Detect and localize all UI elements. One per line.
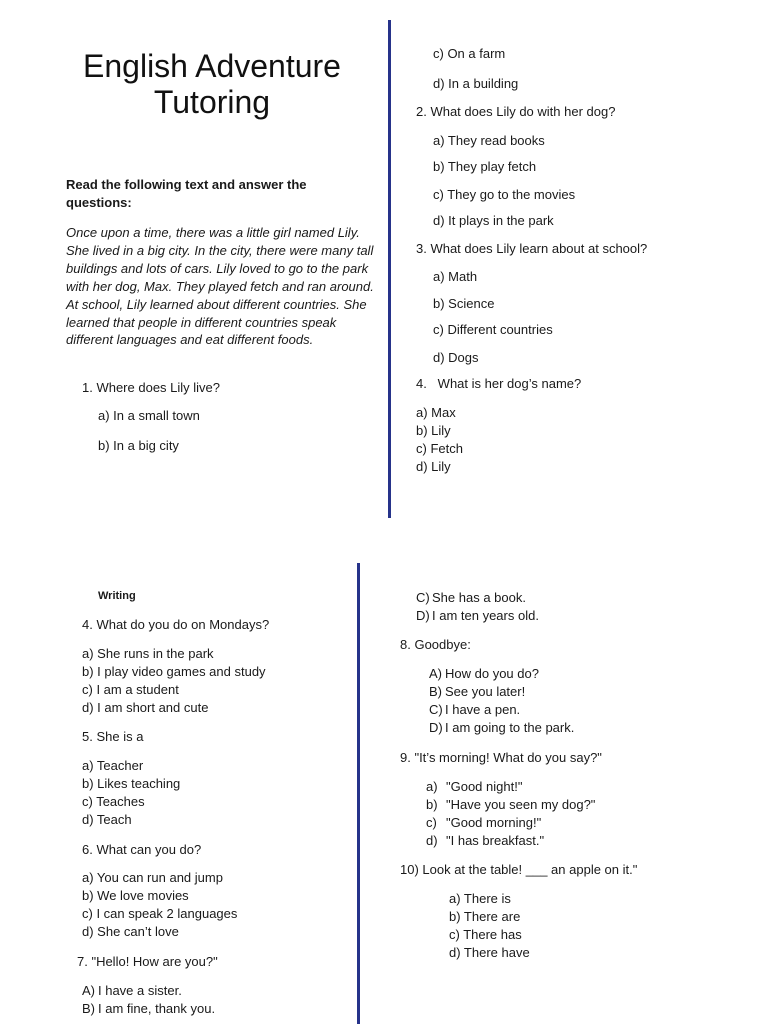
column-divider-bottom — [357, 563, 360, 1024]
option-letter: d) — [426, 833, 438, 849]
option-letter: C) — [429, 702, 443, 718]
writing-options-9 — [426, 778, 595, 850]
writing-option-10b: b) There are — [449, 909, 521, 925]
writing-options-6 — [82, 869, 237, 941]
option-4a: a) Max — [416, 405, 456, 420]
option-letter: A) — [82, 983, 95, 998]
option-text: I have a pen. — [445, 702, 521, 718]
writing-option-6a: a) You can run and jump — [82, 870, 223, 885]
writing-option-10a: a) There is — [449, 891, 511, 906]
story-paragraph: Once upon a time, there was a little girl named Lily. She lived in a big city. In the city, there were many tall buildings and lots of cars. Lily loved to go to the park with her dog, Max. They played fetch and ran around. At school, Lily learned about different countries. She learned that people in different countries speak different languages and eat different foods. — [66, 225, 374, 348]
writing-option-5c: c) Teaches — [82, 794, 145, 810]
option-1b: b) In a big city — [98, 438, 179, 453]
writing-option-8a — [429, 665, 574, 683]
option-3c: c) Different countries — [433, 322, 553, 337]
writing-option-4a: a) She runs in the park — [82, 646, 214, 661]
writing-option-9d — [426, 832, 595, 850]
option-3a: a) Math — [433, 269, 478, 284]
options-4 — [416, 404, 463, 476]
writing-option-8c — [429, 701, 574, 719]
option-2c: c) They go to the movies — [433, 187, 576, 202]
writing-option-5d: d) Teach — [82, 812, 132, 828]
option-text: "Have you seen my dog?" — [446, 797, 596, 813]
option-letter: B) — [82, 1001, 95, 1017]
writing-option-9a — [426, 778, 595, 796]
writing-option-9b — [426, 796, 595, 814]
writing-question-5: 5. She is a — [82, 729, 144, 744]
option-1a: a) In a small town — [98, 408, 200, 423]
writing-options-4 — [82, 645, 266, 717]
option-text: "Good night!" — [446, 779, 523, 794]
writing-question-10: 10) Look at the table! ___ an apple on it." — [400, 862, 638, 877]
option-3d: d) Dogs — [433, 350, 479, 365]
option-2d: d) It plays in the park — [433, 213, 554, 228]
writing-option-4b: b) I play video games and study — [82, 664, 266, 680]
writing-option-5b: b) Likes teaching — [82, 776, 181, 792]
option-1d: d) In a building — [433, 76, 519, 91]
writing-option-8d — [429, 719, 574, 737]
writing-option-7d — [416, 607, 539, 625]
option-letter: B) — [429, 684, 442, 700]
question-1: 1. Where does Lily live? — [82, 380, 221, 395]
column-divider-top — [388, 20, 391, 518]
option-letter: D) — [429, 720, 443, 736]
question-3: 3. What does Lily learn about at school? — [416, 241, 648, 256]
writing-options-7-left — [82, 982, 215, 1018]
option-text: How do you do? — [445, 666, 539, 681]
option-text: I am fine, thank you. — [98, 1001, 216, 1017]
writing-option-7c — [416, 589, 539, 607]
option-2a: a) They read books — [433, 133, 545, 148]
option-2b: b) They play fetch — [433, 159, 537, 174]
writing-options-5 — [82, 757, 180, 829]
option-letter: b) — [426, 797, 438, 813]
option-text: I am ten years old. — [432, 608, 539, 624]
page-title: English Adventure Tutoring — [83, 48, 341, 120]
option-4d: d) Lily — [416, 459, 451, 475]
writing-option-5a: a) Teacher — [82, 758, 144, 773]
writing-option-4c: c) I am a student — [82, 682, 179, 698]
option-3b: b) Science — [433, 296, 495, 311]
option-letter: c) — [426, 815, 437, 831]
option-letter: C) — [416, 590, 430, 605]
writing-question-7: 7. "Hello! How are you?" — [77, 954, 218, 969]
writing-question-9: 9. "It’s morning! What do you say?" — [400, 750, 602, 765]
question-4: 4. What is her dog’s name? — [416, 376, 582, 391]
writing-option-10c: c) There has — [449, 927, 522, 943]
writing-options-7-right — [416, 589, 539, 625]
option-4b: b) Lily — [416, 423, 451, 439]
writing-options-8 — [429, 665, 574, 737]
option-text: I have a sister. — [98, 983, 182, 998]
writing-option-6b: b) We love movies — [82, 888, 189, 904]
writing-option-9c — [426, 814, 595, 832]
option-text: She has a book. — [432, 590, 526, 605]
option-text: "I has breakfast." — [446, 833, 545, 849]
writing-question-4: 4. What do you do on Mondays? — [82, 617, 270, 632]
option-4c: c) Fetch — [416, 441, 463, 457]
option-text: I am going to the park. — [445, 720, 575, 736]
option-letter: a) — [426, 779, 438, 794]
instruction-text: Read the following text and answer the questions: — [66, 177, 307, 210]
writing-option-6c: c) I can speak 2 languages — [82, 906, 238, 922]
writing-heading: Writing — [98, 590, 136, 602]
writing-option-4d: d) I am short and cute — [82, 700, 209, 716]
writing-option-8b — [429, 683, 574, 701]
writing-option-7b — [82, 1000, 215, 1018]
option-1c: c) On a farm — [433, 46, 506, 61]
option-letter: A) — [429, 666, 442, 681]
writing-option-7a — [82, 982, 215, 1000]
option-letter: D) — [416, 608, 430, 624]
writing-question-8: 8. Goodbye: — [400, 637, 471, 652]
option-text: "Good morning!" — [446, 815, 542, 831]
writing-question-6: 6. What can you do? — [82, 842, 202, 857]
writing-options-10 — [449, 890, 530, 962]
writing-option-6d: d) She can’t love — [82, 924, 179, 940]
question-2: 2. What does Lily do with her dog? — [416, 104, 616, 119]
option-text: See you later! — [445, 684, 526, 700]
writing-option-10d: d) There have — [449, 945, 530, 961]
